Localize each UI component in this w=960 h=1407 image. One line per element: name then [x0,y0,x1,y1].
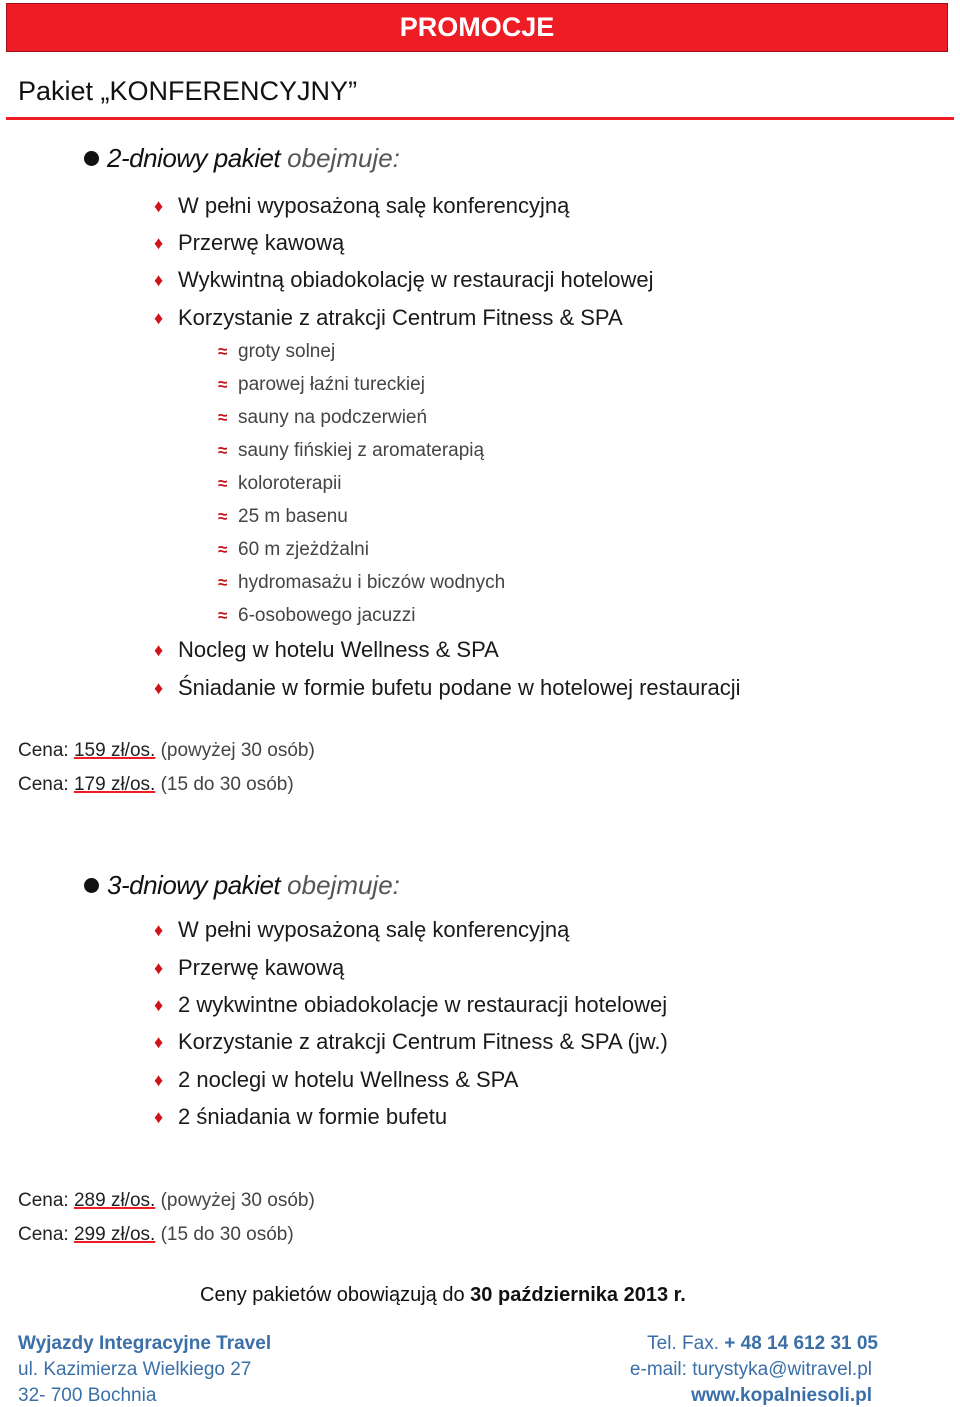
list-item: ♦ 2 śniadania w formie bufetu [154,1104,448,1129]
footer-email[interactable]: e-mail: turystyka@witravel.pl [629,1359,872,1380]
price-line: Cena: 299 zł/os. (15 do 30 osób) [18,1224,294,1245]
sub-list-item: ≈ parowej łaźni tureckiej [218,374,425,395]
sub-list-item: ≈ 6-osobowego jacuzzi [218,605,416,626]
approx-icon: ≈ [218,408,228,427]
approx-icon: ≈ [218,474,228,493]
list-item: ♦ W pełni wyposażoną salę konferencyjną [154,193,570,218]
bullet-dot-icon [84,878,99,893]
price-line: Cena: 159 zł/os. (powyżej 30 osób) [18,740,315,761]
promo-banner: PROMOCJE [6,3,948,52]
list-item: ♦ Przerwę kawową [154,230,345,255]
list-item: ♦ Przerwę kawową [154,955,345,980]
red-diamond-icon: ♦ [154,307,164,328]
approx-icon: ≈ [218,441,228,460]
list-item: ♦ Śniadanie w formie bufetu podane w hotelowej restauracji [154,675,741,700]
footer-phone: Tel. Fax. + 48 14 612 31 05 [647,1333,878,1354]
list-item: ♦ 2 noclegi w hotelu Wellness & SPA [154,1067,519,1092]
approx-icon: ≈ [218,375,228,394]
red-diamond-icon: ♦ [154,1031,164,1052]
red-diamond-icon: ♦ [154,195,164,216]
red-diamond-icon: ♦ [154,232,164,253]
list-item: ♦ 2 wykwintne obiadokolacje w restauracji hotelowej [154,992,668,1017]
approx-icon: ≈ [218,573,228,592]
footer-website-link[interactable]: www.kopalniesoli.pl [691,1385,872,1406]
footer-street: ul. Kazimierza Wielkiego 27 [18,1359,252,1380]
red-diamond-icon: ♦ [154,957,164,978]
red-diamond-icon: ♦ [154,269,164,290]
list-item: ♦ W pełni wyposażoną salę konferencyjną [154,917,570,942]
sub-list-item: ≈ sauny fińskiej z aromaterapią [218,440,485,461]
approx-icon: ≈ [218,606,228,625]
sub-list-item: ≈ 60 m zjeżdżalni [218,539,369,560]
footer-city: 32- 700 Bochnia [18,1385,157,1406]
price-amount: 289 zł/os. [73,1190,156,1211]
approx-icon: ≈ [218,540,228,559]
title-divider [6,117,954,120]
approx-icon: ≈ [218,342,228,361]
section-heading-3day: 3-dniowy pakiet obejmuje: [84,870,400,901]
sub-list-item: ≈ sauny na podczerwień [218,407,428,428]
red-diamond-icon: ♦ [154,994,164,1015]
bullet-dot-icon [84,151,99,166]
price-line: Cena: 289 zł/os. (powyżej 30 osób) [18,1190,315,1211]
sub-list-item: ≈ 25 m basenu [218,506,348,527]
red-diamond-icon: ♦ [154,1069,164,1090]
list-item: ♦ Wykwintną obiadokolację w restauracji hotelowej [154,267,654,292]
list-item: ♦ Nocleg w hotelu Wellness & SPA [154,637,499,662]
red-diamond-icon: ♦ [154,677,164,698]
price-line: Cena: 179 zł/os. (15 do 30 osób) [18,774,294,795]
validity-note: Ceny pakietów obowiązują do 30 października 2013 r. [200,1284,686,1306]
list-item: ♦ Korzystanie z atrakcji Centrum Fitness & SPA [154,305,623,330]
red-diamond-icon: ♦ [154,639,164,660]
package-title: Pakiet „KONFERENCYJNY” [18,76,358,106]
section-heading-2day: 2-dniowy pakiet obejmuje: [84,143,400,174]
red-diamond-icon: ♦ [154,919,164,940]
footer-company: Wyjazdy Integracyjne Travel [18,1333,272,1354]
sub-list-item: ≈ hydromasażu i biczów wodnych [218,572,506,593]
price-amount: 299 zł/os. [73,1224,156,1245]
red-diamond-icon: ♦ [154,1106,164,1127]
sub-list-item: ≈ koloroterapii [218,473,342,494]
price-amount: 159 zł/os. [73,740,156,761]
sub-list-item: ≈ groty solnej [218,341,336,362]
list-item: ♦ Korzystanie z atrakcji Centrum Fitness & SPA (jw.) [154,1029,668,1054]
price-amount: 179 zł/os. [73,774,156,795]
approx-icon: ≈ [218,507,228,526]
